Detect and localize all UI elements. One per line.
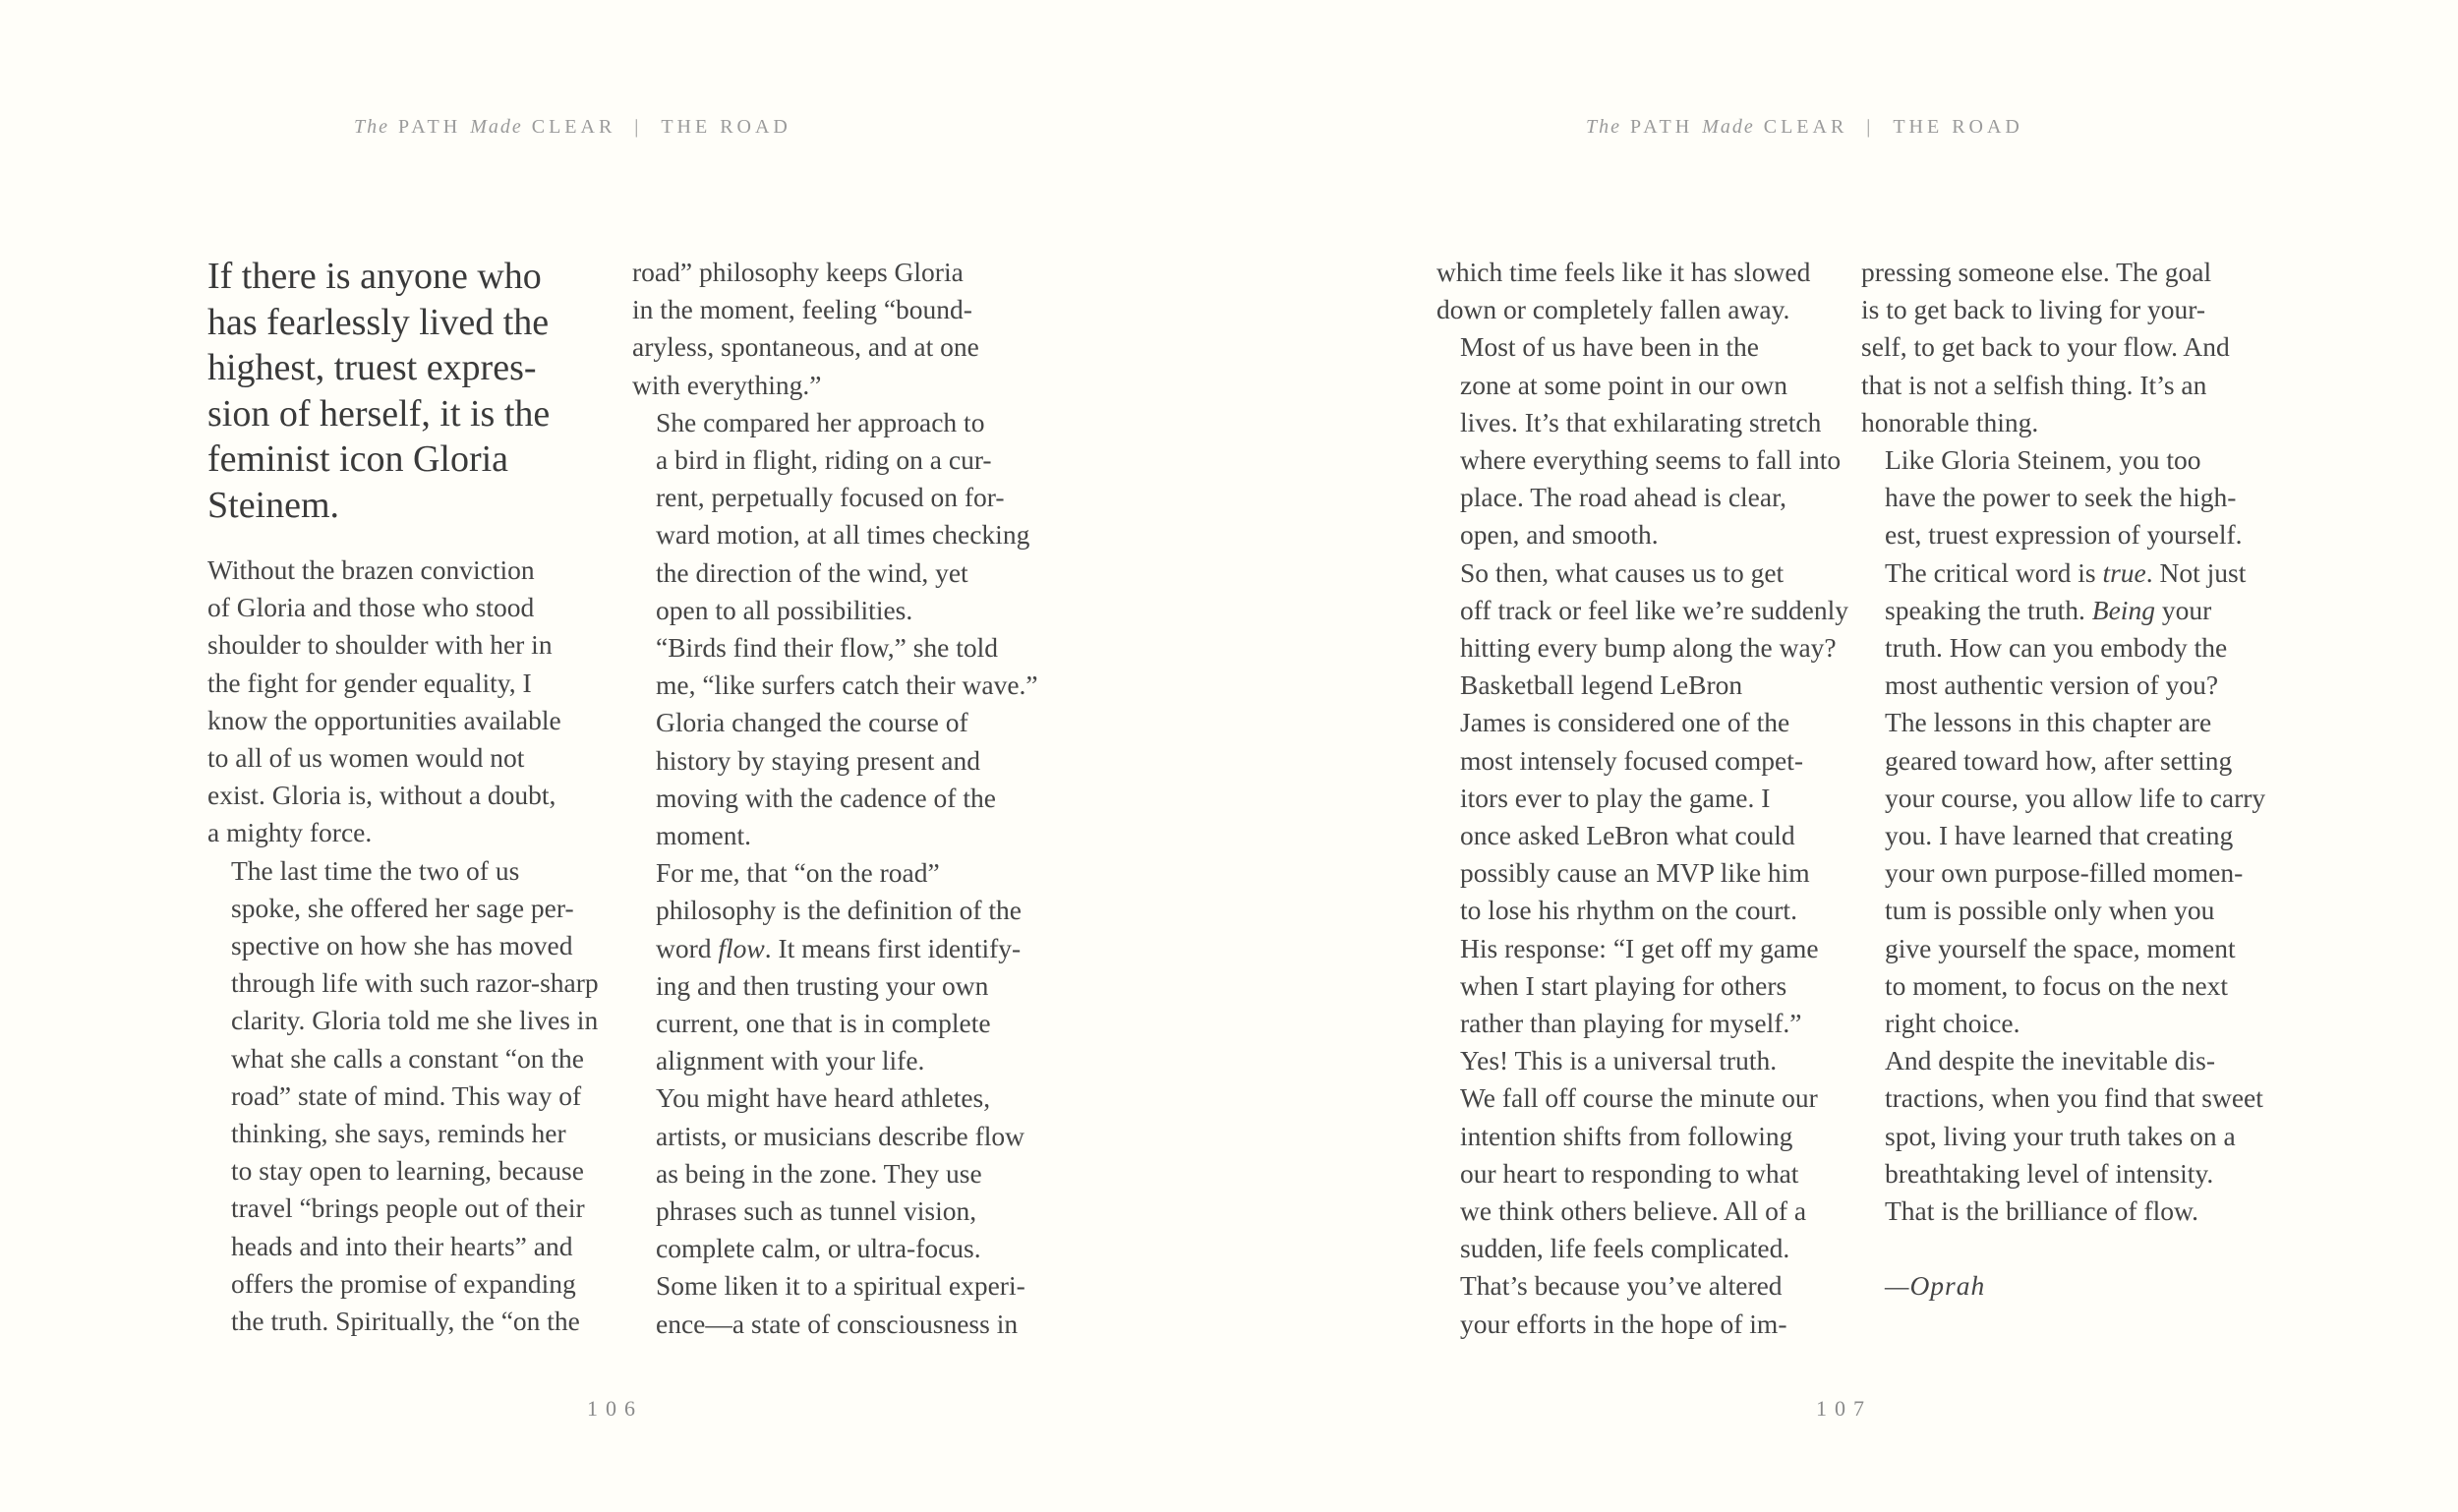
paragraph [1436,667,1849,1042]
text-line: lives. It’s that exhilarating stretch [1460,406,1822,437]
running-head-path: PATH [1630,116,1694,138]
text-line: your course, you allow life to carry [1885,782,2266,813]
body-text [1861,254,2274,1230]
running-head-separator: | [634,116,643,138]
text-line: that is not a selfish thing. It’s an [1861,369,2207,400]
text-line: to stay open to learning, because [231,1155,584,1187]
text-line: ward motion, at all times checking [656,519,1030,551]
text-line: We fall off course the minute our [1460,1082,1818,1114]
text-line: Gloria changed the course of [656,707,968,738]
paragraph [632,629,1045,704]
text-line: aryless, spontaneous, and at one [632,331,979,363]
page-106-column-2 [632,254,1045,1343]
text-line: road” philosophy keeps Gloria [632,257,964,287]
text-line: as being in the zone. They use [656,1157,982,1189]
text-line: possibly cause an MVP like him [1460,857,1810,889]
running-head-section: THE ROAD [661,116,791,138]
text-line: honorable thing. [1861,406,2039,437]
text-line: speaking the truth. Being your [1885,594,2212,625]
text-line: truth. How can you embody the [1885,632,2228,664]
text-line: the fight for gender equality, I [207,667,532,698]
text-line: itors ever to play the game. I [1460,782,1771,813]
text-line: clarity. Gloria told me she lives in [231,1005,599,1036]
text-line: history by staying present and [656,744,980,776]
text-line: Basketball legend LeBron [1460,669,1743,701]
text-line: once asked LeBron what could [1460,820,1795,851]
lead-line: has fearlessly lived the [207,301,550,343]
text-line: the direction of the wind, yet [656,556,968,588]
text-line: word flow. It means first identify- [656,932,1022,963]
text-line: The last time the two of us [231,854,520,886]
paragraph [632,254,1045,404]
paragraph [1861,441,2274,704]
paragraph [1861,704,2274,1042]
text-line: place. The road ahead is clear, [1460,482,1787,513]
text-line: ing and then trusting your own [656,969,989,1001]
text-line: That is the brilliance of flow. [1885,1195,2198,1227]
lead-line: feminist icon Gloria [207,438,509,480]
paragraph [1436,254,1849,328]
paragraph [632,1079,1045,1342]
running-head-section: THE ROAD [1893,116,2023,138]
text-line: the truth. Spiritually, the “on the [231,1306,580,1337]
text-line: open, and smooth. [1460,519,1659,551]
text-line: self, to get back to your flow. And [1861,331,2230,363]
text-line: to all of us women would not [207,742,525,774]
page-106-column-1 [207,254,620,1340]
text-line: a bird in flight, riding on a cur- [656,444,992,476]
text-line: know the opportunities available [207,704,561,735]
text-line: to lose his rhythm on the court. [1460,895,1797,926]
lead-line: Steinem. [207,484,340,526]
text-line: spective on how she has moved [231,930,573,961]
text-line: The lessons in this chapter are [1885,707,2212,738]
text-line: Yes! This is a universal truth. [1460,1045,1778,1076]
text-line: open to all possibilities. [656,594,913,625]
text-line: So then, what causes us to get [1460,556,1785,588]
text-line: ence—a state of consciousness in [656,1308,1019,1339]
paragraph [1436,328,1849,553]
text-line: in the moment, feeling “bound- [632,294,972,325]
text-line: right choice. [1885,1008,2020,1039]
text-line: est, truest expression of yourself. [1885,519,2243,551]
body-text [1436,254,1849,1343]
text-line: hitting every bump along the way? [1460,632,1837,664]
paragraph [207,552,620,852]
text-line: thinking, she says, reminds her [231,1118,566,1149]
text-line: road” state of mind. This way of [231,1079,582,1111]
text-line: to moment, to focus on the next [1885,969,2229,1001]
text-line: you. I have learned that creating [1885,820,2234,851]
text-line: is to get back to living for your- [1861,294,2206,325]
running-head-clear: CLEAR [531,116,616,138]
text-line: Without the brazen conviction [207,554,535,585]
text-line: sudden, life feels complicated. [1460,1233,1790,1264]
text-line: You might have heard athletes, [656,1082,991,1114]
text-line: give yourself the space, moment [1885,932,2236,963]
text-line: travel “brings people out of their [231,1192,585,1224]
text-line: alignment with your life. [656,1045,925,1076]
text-line: have the power to seek the high- [1885,482,2237,513]
paragraph [1436,1267,1849,1342]
text-line: spot, living your truth takes on a [1885,1120,2236,1151]
paragraph [632,404,1045,629]
text-line: we think others believe. All of a [1460,1195,1807,1227]
running-head-made: Made [470,116,523,138]
lead-line: highest, truest expres- [207,347,537,388]
page-number: 106 [587,1396,643,1421]
body-text [632,254,1045,1343]
running-head-made: Made [1702,116,1755,138]
text-line: exist. Gloria is, without a doubt, [207,780,556,811]
text-line: intention shifts from following [1460,1120,1793,1151]
page-107-column-2 [1861,254,2274,1305]
lead-paragraph [207,254,620,528]
text-line: moment. [656,820,752,851]
text-line: philosophy is the definition of the [656,895,1022,926]
text-line: off track or feel like we’re suddenly [1460,594,1849,625]
text-line: She compared her approach to [656,406,985,437]
text-line: geared toward how, after setting [1885,744,2233,776]
running-head [1586,116,2023,139]
lead-line: If there is anyone who [207,256,542,297]
text-line: shoulder to shoulder with her in [207,629,553,661]
text-line: a mighty force. [207,817,373,848]
text-line: pressing someone else. The goal [1861,257,2212,287]
text-line: through life with such razor-sharp [231,967,599,999]
paragraph [632,854,1045,1079]
text-line: Most of us have been in the [1460,331,1759,363]
text-line: Some liken it to a spiritual experi- [656,1270,1025,1302]
paragraph [1436,1042,1849,1267]
text-line: what she calls a constant “on the [231,1042,584,1074]
text-line: offers the promise of expanding [231,1267,576,1299]
text-line: tractions, when you find that sweet [1885,1082,2263,1114]
running-head-separator: | [1866,116,1875,138]
text-line: breathtaking level of intensity. [1885,1157,2214,1189]
running-head-clear: CLEAR [1763,116,1848,138]
running-head-the: The [1586,116,1621,138]
text-line: most authentic version of you? [1885,669,2219,701]
text-line: of Gloria and those who stood [207,592,535,623]
text-line: zone at some point in our own [1460,369,1787,400]
text-line: current, one that is in complete [656,1008,991,1039]
text-line: with everything.” [632,369,822,400]
text-line: complete calm, or ultra-focus. [656,1233,981,1264]
paragraph [1861,254,2274,441]
text-line: our heart to responding to what [1460,1157,1799,1189]
text-line: phrases such as tunnel vision, [656,1195,977,1227]
text-line: That’s because you’ve altered [1460,1270,1783,1302]
running-head [354,116,791,139]
page-107-column-1 [1436,254,1849,1343]
text-line: The critical word is true. Not just [1885,556,2247,588]
signature: —Oprah [1885,1270,1986,1302]
text-line: For me, that “on the road” [656,857,940,889]
page-107 [1229,0,2458,1512]
text-line: where everything seems to fall into [1460,444,1842,476]
running-head-the: The [354,116,389,138]
text-line: spoke, she offered her sage per- [231,892,574,923]
text-line: most intensely focused compet- [1460,744,1804,776]
text-line: And despite the inevitable dis- [1885,1045,2216,1076]
text-line: James is considered one of the [1460,707,1790,738]
text-line: His response: “I get off my game [1460,932,1819,963]
text-line: rather than playing for myself.” [1460,1008,1802,1039]
text-line: moving with the cadence of the [656,782,996,813]
text-line: rent, perpetually focused on for- [656,482,1005,513]
text-line: heads and into their hearts” and [231,1230,573,1261]
text-line: Like Gloria Steinem, you too [1885,444,2201,476]
running-head-path: PATH [398,116,462,138]
paragraph [1861,1042,2274,1192]
text-line: me, “like surfers catch their wave.” [656,669,1038,701]
text-line: artists, or musicians describe flow [656,1120,1024,1151]
text-line: your own purpose-filled momen- [1885,857,2244,889]
paragraph [632,704,1045,854]
text-line: “Birds find their flow,” she told [656,632,999,664]
paragraph [1861,1192,2274,1230]
lead-line: sion of herself, it is the [207,392,551,435]
paragraph [207,852,620,1341]
body-text [207,552,620,1340]
paragraph [1436,554,1849,668]
text-line: when I start playing for others [1460,969,1787,1001]
text-line: down or completely fallen away. [1436,294,1790,325]
page-number: 107 [1816,1396,1872,1421]
text-line: which time feels like it has slowed [1436,257,1811,287]
text-line: tum is possible only when you [1885,895,2215,926]
text-line: your efforts in the hope of im- [1460,1308,1787,1339]
